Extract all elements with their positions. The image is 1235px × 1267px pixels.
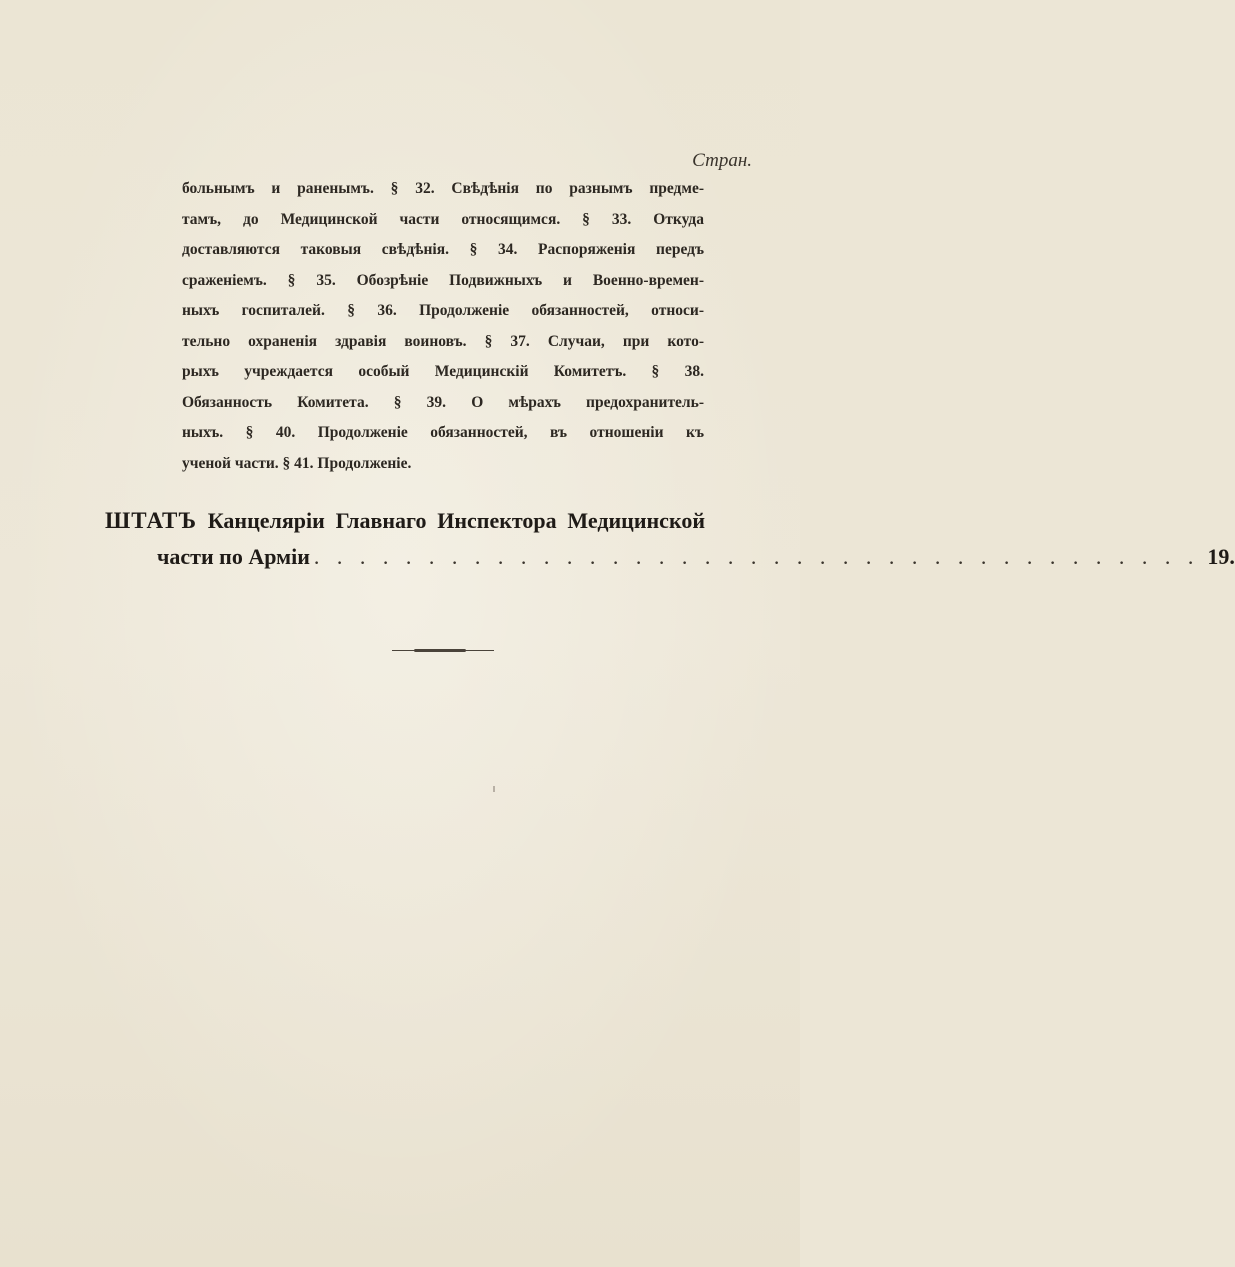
page-number: 19. [1207,544,1235,569]
dot-leader: . . . . . . . . . . . . . . . . . . . . . . . . . . . . . . . . . . . . . . . [313,544,1200,569]
section-title-rest: Канцеляріи Главнаго Инспектора Медицинской [207,508,706,533]
page-column-header: Стран. [692,150,752,171]
table-of-contents-text [182,177,704,482]
section-entry-text: части по Арміи [157,544,310,569]
toc-line: ныхъ госпиталей. § 36. Продолженіе обязанностей, относи- [182,302,704,319]
divider-ornament [392,649,494,653]
toc-line: больнымъ и раненымъ. § 32. Свѣдѣнія по разнымъ предме- [182,180,704,197]
toc-line: доставляются таковыя свѣдѣнія. § 34. Распоряженія передъ [182,241,704,258]
section-title-word: ШТАТЪ [105,508,197,533]
section-title-line [105,503,705,539]
toc-line: сраженіемъ. § 35. Обозрѣніе Подвижныхъ и Военно-времен- [182,271,704,289]
section-entry-line [105,539,1235,575]
toc-line: тельно охраненія здравія воиновъ. § 37. Случаи, при кото- [182,332,704,350]
toc-line: тамъ, до Медицинской части относящимся. § 33. Откуда [182,210,704,228]
toc-line: рыхъ учреждается особый Медицинскій Комитетъ. § 38. [182,363,704,380]
divider-thick-segment [414,649,466,652]
toc-line: ныхъ. § 40. Продолженіе обязанностей, въ отношеніи къ [182,424,704,441]
toc-line: Обязанность Комитета. § 39. О мѣрахъ предохранитель- [182,393,704,411]
paper-speck [493,786,495,792]
toc-line: ученой части. § 41. Продолженіе. [182,454,412,472]
section-heading [105,503,1235,575]
